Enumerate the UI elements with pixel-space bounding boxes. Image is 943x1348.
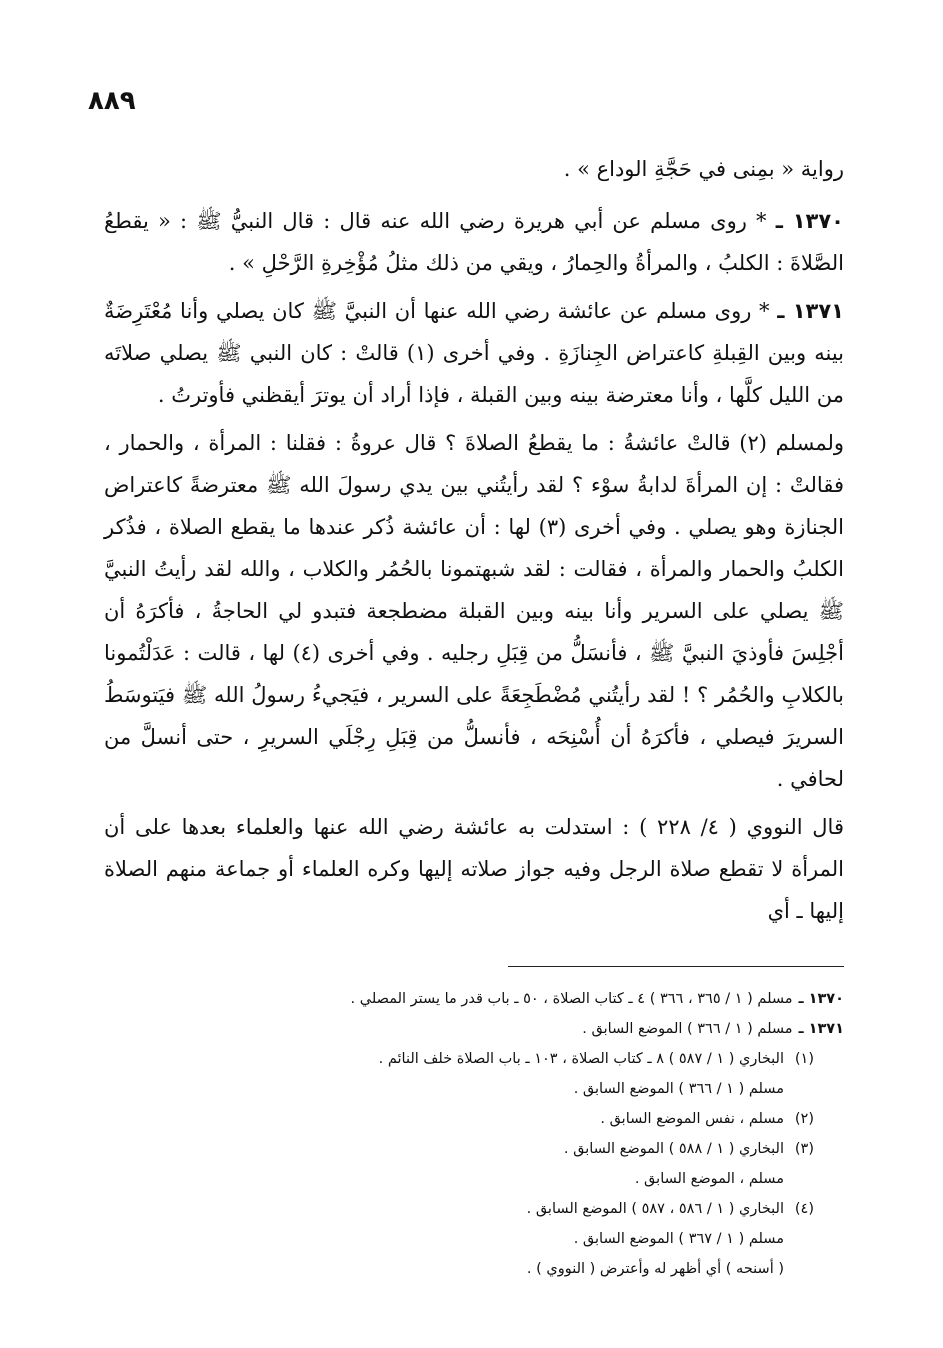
footnote-text: مسلم ( ١ / ٣٦٦ ) الموضع السابق . [582, 1021, 793, 1037]
footnote-number: (٣) [794, 1141, 814, 1157]
footnote-divider [508, 966, 844, 967]
paragraph-muslim-narration: ولمسلم (٢) قالتْ عائشةُ : ما يقطعُ الصلاةَ ؟ قال عروةُ : فقلنا : المرأة ، والحمار ، فقالتْ : إن المرأةَ لدابةُ سوْء ؟ لقد رأيتُني بين يدي رسولَ الله ﷺ معترضةً كاعتراض الجنازة وهو يصلي . وفي أخرى (٣) لها : أن عائشة ذُكر عندها ما يقطع الصلاة ، فذُكر الكلبُ والحمار والمرأة ، فقالت : لقد شبهتمونا بالحُمُر والكلاب ، والله لقد رأيتُ النبيَّ ﷺ يصلي على السرير وأنا بينه وبين القبلة مضطجعة فتبدو لي الحاجةُ ، فأكرَهُ أن أجْلِسَ فأوذيَ النبيَّ ﷺ ، فأنسَلُّ من قِبَلِ رجليه . وفي أخرى (٤) لها ، قالت : عَدَلْتُمونا بالكلابِ والحُمُر ؟ ! لقد رأيتُني مُضْطَجِعَةً على السرير ، فيَجيءُ رسولُ الله ﷺ فيَتوسَطُ السريرَ فيصلي ، فأكرَهُ أن أُسْنِحَه ، فأنسلُّ من قِبَلِ رِجْلَي السريرِ ، حتى أنسلَّ من لحافي . [104, 431, 844, 791]
hadith-text: * روى مسلم عن عائشة رضي الله عنها أن النبيَّ ﷺ كان يصلي وأنا مُعْتَرِضَةٌ بينه وبين القِبلةِ كاعتراض الجِنازَةِ . وفي أخرى (١) قالتْ : كان النبي ﷺ يصلي صلاتَه من الليل كلَّها ، وأنا معترضة بينه وبين القبلة ، فإذا أراد أن يوترَ أيقظني فأوترتُ . [104, 299, 844, 407]
hadith-number: ١٣٧٠ ـ [775, 209, 844, 233]
footnote-text: البخاري ( ١ / ٥٨٦ ، ٥٨٧ ) الموضع السابق . [526, 1201, 784, 1217]
footnote-text: مسلم ، نفس الموضع السابق . [600, 1111, 784, 1127]
paragraph-continuation: رواية « بمِنى في حَجَّةِ الوداع » . [563, 157, 844, 181]
page-number: ٨٨٩ [88, 86, 136, 116]
paragraph-nawawi: قال النووي ( ٤/ ٢٢٨ ) : استدلت به عائشة رضي الله عنها والعلماء بعدها على أن المرأة لا تقطع صلاة الرجل وفيه جواز صلاته إليها وكره العلماء أو جماعة منهم الصلاة إليها ـ أي [104, 815, 844, 923]
footnote-item [260, 1044, 844, 1074]
footnote-item [260, 1224, 844, 1254]
footnote-item [260, 1134, 844, 1164]
footnote-number: (١) [794, 1051, 814, 1067]
footnotes [260, 984, 844, 1284]
hadith-1371 [104, 290, 844, 416]
footnote-number: (٢) [794, 1111, 814, 1127]
footnote-number: (٤) [794, 1201, 814, 1217]
footnote-text: البخاري ( ١ / ٥٨٨ ) الموضع السابق . [563, 1141, 784, 1157]
footnote-item [260, 1254, 844, 1284]
footnote-item [260, 1164, 844, 1194]
footnote-item [260, 1074, 844, 1104]
footnote-item [260, 1014, 844, 1044]
hadith-1370 [104, 200, 844, 284]
footnote-text: مسلم ( ١ / ٣٦٥ ، ٣٦٦ ) ٤ ـ كتاب الصلاة ، ٥٠ ـ باب قدر ما يستر المصلي . [350, 991, 793, 1007]
footnote-text: البخاري ( ١ / ٥٨٧ ) ٨ ـ كتاب الصلاة ، ١٠٣ ـ باب الصلاة خلف النائم . [378, 1051, 784, 1067]
footnote-text: مسلم ( ١ / ٣٦٧ ) الموضع السابق . [573, 1231, 784, 1247]
hadith-number: ١٣٧١ ـ [777, 299, 844, 323]
footnote-item [260, 984, 844, 1014]
hadith-text: * روى مسلم عن أبي هريرة رضي الله عنه قال : قال النبيُّ ﷺ : « يقطعُ الصَّلاةَ : الكلبُ ، والمرأةُ والحِمارُ ، ويقي من ذلك مثلُ مُؤْخِرةِ الرَّحْلِ » . [104, 209, 844, 275]
footnote-item [260, 1104, 844, 1134]
footnote-text: مسلم ، الموضع السابق . [634, 1171, 784, 1187]
footnote-number: ١٣٧١ ـ [798, 1021, 844, 1037]
main-text [104, 148, 844, 938]
footnote-text: ( أسنحه ) أي أظهر له وأعترض ( النووي ) . [526, 1261, 784, 1277]
footnote-number: ١٣٧٠ ـ [798, 991, 844, 1007]
footnote-text: مسلم ( ١ / ٣٦٦ ) الموضع السابق . [573, 1081, 784, 1097]
footnote-item [260, 1194, 844, 1224]
